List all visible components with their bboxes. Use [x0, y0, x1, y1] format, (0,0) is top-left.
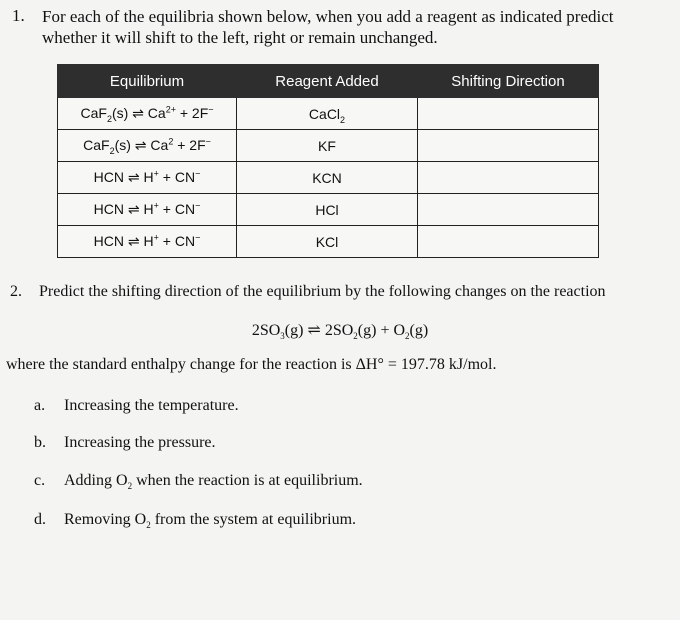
direction-cell[interactable] [418, 162, 599, 194]
table-row [58, 130, 599, 162]
table-row [58, 226, 599, 258]
table-row [58, 194, 599, 226]
item-label: c. [34, 472, 46, 489]
question-1-text [42, 6, 662, 48]
list-item: a. Increasing the temperature. [34, 397, 239, 414]
direction-cell[interactable] [418, 226, 599, 258]
reagent-cell: KF [237, 130, 418, 162]
equilibrium-cell: CaF$_2$(s) ⇌ $Ca^2 + 2F^-$ [58, 130, 237, 162]
header-shifting-direction: Shifting Direction [418, 65, 599, 98]
question-2-number: 2. [10, 283, 22, 300]
direction-cell[interactable] [418, 194, 599, 226]
table-row [58, 98, 599, 130]
direction-cell[interactable] [418, 130, 599, 162]
question-1-line-2: whether it will shift to the left, right or remain unchanged. [42, 28, 438, 47]
list-item: b. Increasing the pressure. [34, 434, 216, 451]
item-label: d. [34, 511, 46, 528]
item-label: a. [34, 397, 46, 414]
equilibria-table [57, 64, 599, 258]
table-header-row [58, 65, 599, 98]
header-reagent-added: Reagent Added [237, 65, 418, 98]
question-1-line-1: For each of the equilibria shown below, when you add a reagent as indicated predict [42, 7, 614, 26]
list-item: d. Removing $O_2$ from the system at equilibrium. [34, 511, 357, 531]
reagent-cell: KCN [237, 162, 418, 194]
header-equilibrium: Equilibrium [58, 65, 237, 98]
reagent-cell: HCl [237, 194, 418, 226]
direction-cell[interactable] [418, 98, 599, 130]
list-item: c. Adding $O_2$ when the reaction is at equilibrium. [34, 472, 363, 492]
equilibrium-cell: CaF$_2$(s) ⇌ $Ca^{2+} + 2F^-$ [58, 98, 237, 130]
item-label: b. [34, 434, 46, 451]
equilibrium-cell: HCN ⇌ H+ + CN− [58, 162, 237, 194]
question-1-number: 1. [12, 6, 25, 25]
enthalpy-statement: where the standard enthalpy change for the reaction is ΔH° = 197.78 kJ/mol. [6, 356, 497, 373]
question-2-text: Predict the shifting direction of the equilibrium by the following changes on the reaction [39, 283, 606, 300]
equilibrium-cell: HCN ⇌ H+ + CN− [58, 194, 237, 226]
table-row [58, 162, 599, 194]
equilibrium-cell: HCN ⇌ H+ + CN− [58, 226, 237, 258]
reaction-equation: $2SO_3(g)$ ⇌ $2SO_2(g) + O_2(g)$ [251, 322, 429, 342]
reagent-cell: CaCl$_2$ [237, 98, 418, 130]
reagent-cell: KCl [237, 226, 418, 258]
